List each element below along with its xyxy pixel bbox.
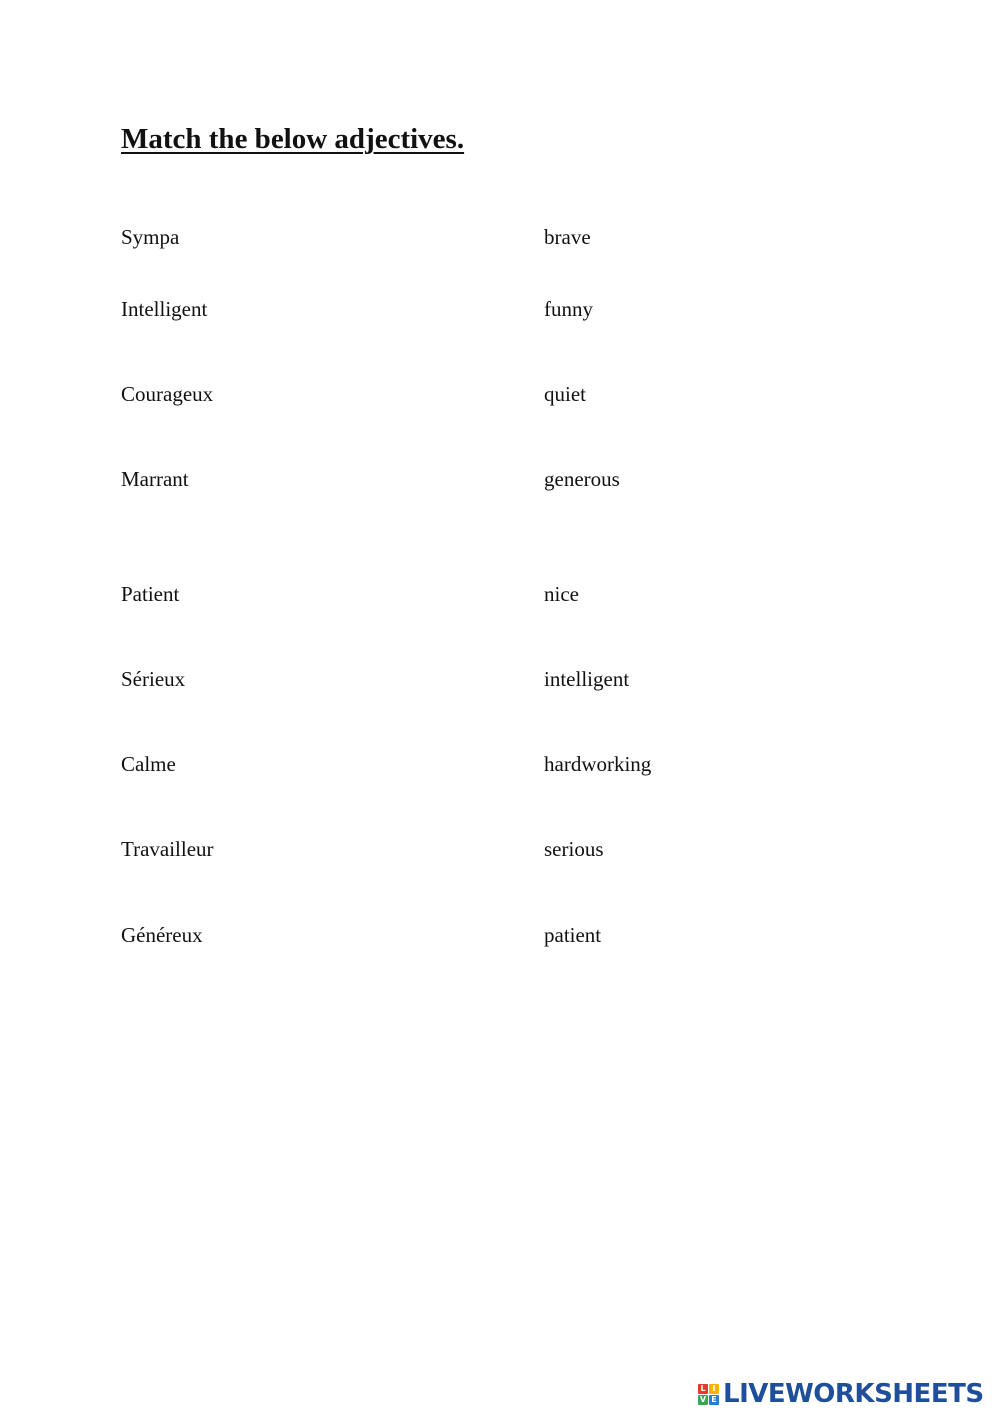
- liveworksheets-brand: [698, 1378, 984, 1410]
- french-word: Patient: [121, 582, 180, 606]
- english-word: quiet: [544, 382, 586, 406]
- english-word: hardworking: [544, 752, 652, 776]
- french-word: Calme: [121, 752, 176, 776]
- french-word: Courageux: [121, 382, 214, 406]
- logo-letter-i: I: [709, 1384, 719, 1394]
- english-word: serious: [544, 837, 604, 861]
- french-word: Travailleur: [121, 837, 214, 861]
- english-word: patient: [544, 923, 602, 947]
- worksheet-title: Match the below adjectives.: [121, 123, 465, 155]
- logo-letter-v: V: [699, 1394, 707, 1404]
- french-word: Sympa: [121, 225, 180, 249]
- logo-letter-l: L: [698, 1384, 708, 1394]
- french-word: Intelligent: [121, 297, 208, 321]
- french-word: Marrant: [121, 467, 189, 491]
- english-word: generous: [544, 467, 620, 491]
- french-word: Généreux: [121, 923, 203, 947]
- english-word: funny: [544, 297, 593, 321]
- liveworksheets-logo-icon: [698, 1384, 719, 1405]
- french-word: Sérieux: [121, 667, 186, 691]
- brand-name: LIVEWORKSHEETS: [723, 1379, 984, 1409]
- english-word: intelligent: [544, 667, 630, 691]
- english-word: nice: [544, 582, 579, 606]
- logo-letter-e: E: [709, 1395, 719, 1405]
- english-word: brave: [544, 225, 591, 249]
